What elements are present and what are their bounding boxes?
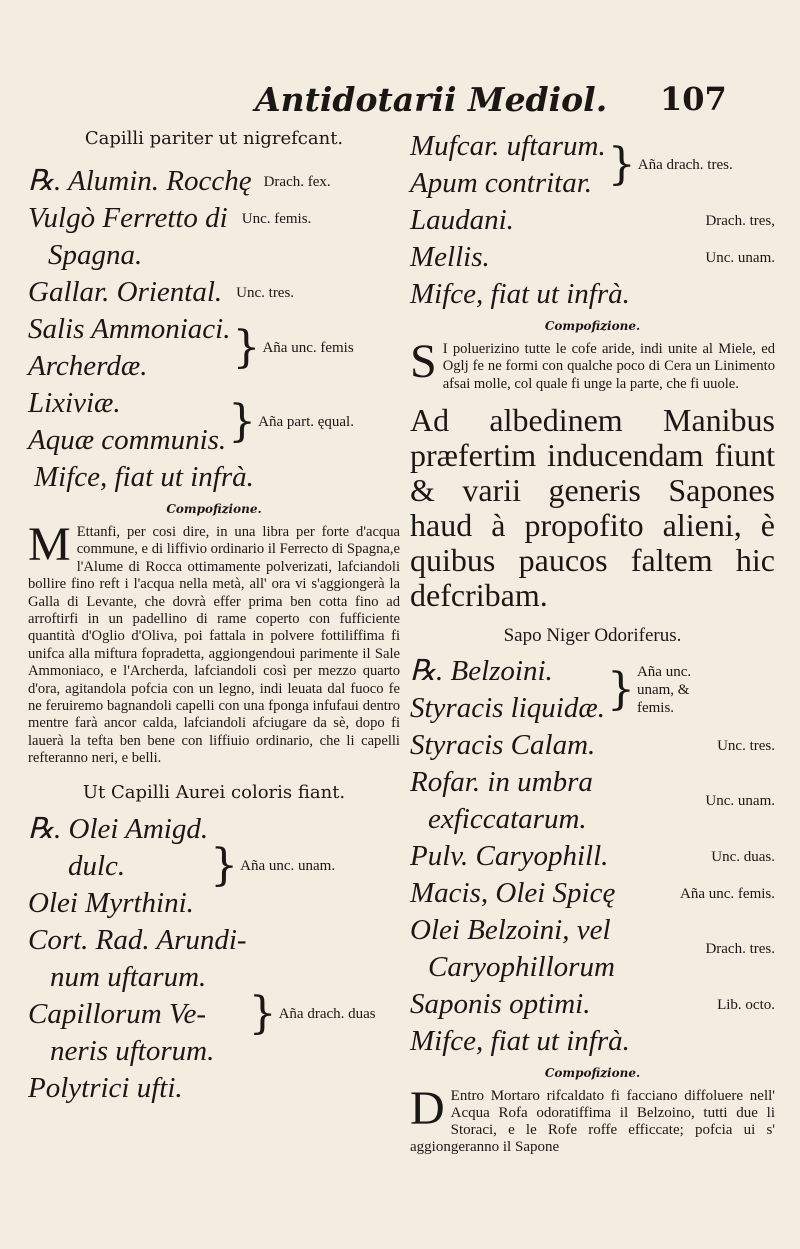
- ingredient-stack: [28, 922, 247, 1107]
- ingredient-group: [28, 811, 400, 922]
- ingredient-group: [410, 128, 775, 202]
- quantity: Aña part. ęqual.: [258, 414, 354, 430]
- right-column: [410, 128, 775, 1156]
- ingredient-stack: [28, 811, 208, 922]
- quantity: Drach. tres,: [705, 212, 775, 229]
- ingredient: Macis, Olei Spicę: [410, 877, 616, 910]
- ingredient: Apum contritar.: [410, 167, 593, 199]
- ingredient-stack: [410, 764, 593, 838]
- paragraph-text: Entro Mortaro rifcaldato fi facciano diffoluere nell' Acqua Rofa odoratiffima il Belzoino, tutti due li Storaci, e le Rofe roffe efficcate; pofcia ui s' aggiongeranno il Sapone: [410, 1088, 775, 1156]
- ingredient-row: [410, 838, 775, 875]
- ingredient: Mellis.: [410, 241, 490, 273]
- ingredient-row: [410, 276, 775, 313]
- quantity: Lib. octo.: [717, 996, 775, 1013]
- left-column: [28, 128, 400, 1107]
- ingredient: Vulgò Ferretto di: [28, 202, 228, 234]
- page-header: [250, 80, 727, 120]
- ingredient: Spagna.: [48, 239, 143, 271]
- ingredient: num uftarum.: [50, 960, 207, 993]
- quantity: Aña unc. unam.: [240, 858, 336, 875]
- ingredient-row: [410, 202, 775, 239]
- ingredient: Gallar. Oriental.: [28, 276, 223, 308]
- compositione-heading: Compofizione.: [544, 319, 641, 333]
- ingredient: Cort. Rad. Arundi-: [28, 923, 247, 956]
- ingredient-row: [28, 163, 400, 200]
- ingredient-row: [28, 274, 400, 311]
- paragraph-text: Ettanfi, per cosi dire, in una libra per forte d'acqua commune, e di liffivio ordinario il Ferrecto di Spagna,e l'Alume di Rocca ottimamente polverizati, lafciandoli bollire fino reft i l'acqua nella metà, all' ora vi s'aggiongerà la Galla di Levante, che dovrà effer prima ben cotta fino ad arroftirfi in un padellino di rame coperto con fufficiente quantità d'Oglio d'Oliva, poi fattala in polvere fottiliffima fi unifca alla miftura fopradetta, aggiongendoui parimente il Sale Ammoniaco, e l'Archerda, lafciandoli così per mezzo quarto d'ora, agitandola pofcia con un legno, indi leuata dal fuoco fe ne feruiremo bagnandoli capelli con una fponga infufaui dentro mentre farà ancor calda, lafciandoli afciugare da sè, dopo fi lauerà la tefta ben bene con liffiuio ordinario, che li capelli refteranno neri, e belli.: [28, 524, 400, 767]
- ingredient-row: [410, 727, 775, 764]
- quantity: Aña unc. unam, & femis.: [636, 664, 692, 717]
- quantity: Aña unc. femis: [262, 340, 354, 356]
- recipe-top: [410, 128, 775, 313]
- ingredient-row: [410, 239, 775, 276]
- ingredient-row: [28, 237, 400, 274]
- ingredient: dulc.: [68, 849, 126, 882]
- ingredient: Capillorum Ve-: [28, 997, 207, 1030]
- ingredient: Archerdæ.: [28, 350, 148, 382]
- ingredient: Caryophillorum: [428, 951, 615, 984]
- ingredient-group: [410, 912, 775, 986]
- compositione-heading: Compofizione.: [166, 502, 262, 516]
- ingredient-group: [28, 385, 400, 459]
- ingredient: ℞. Alumin. Rocchę: [28, 165, 252, 197]
- brace-icon: }: [232, 322, 261, 373]
- ingredient: Olei Belzoini, vel: [410, 914, 611, 947]
- drop-cap: D: [410, 1082, 445, 1136]
- recipe-1: [28, 163, 400, 496]
- ingredient-stack: [28, 385, 226, 459]
- quantity: Drach. tres.: [705, 941, 775, 958]
- recipe-3: [410, 653, 775, 1060]
- ingredient: neris uftorum.: [50, 1034, 215, 1067]
- body-paragraph: [28, 518, 400, 768]
- paragraph-text: I poluerizino tutte le cofe aride, indi unite al Miele, ed Oglj fe ne formi con qualche poco di Cera un Linimento afsai molle, col quale fi unge la parte, che fi uuole.: [442, 341, 775, 392]
- quantity: Aña drach. tres.: [637, 157, 733, 173]
- quantity: Unc. tres.: [236, 284, 295, 301]
- ingredient: Pulv. Caryophill.: [410, 840, 609, 873]
- drop-cap: S: [410, 335, 437, 388]
- quantity: Aña unc. femis.: [680, 885, 775, 902]
- ingredient-stack: [410, 128, 606, 202]
- body-paragraph: [410, 335, 775, 393]
- ingredient-row: [410, 986, 775, 1023]
- instruction: Mifce, fiat ut infrà.: [410, 1025, 630, 1058]
- section-heading: Capilli pariter ut nigrefcant.: [84, 128, 344, 149]
- brace-icon: }: [248, 988, 277, 1040]
- page-number: 107: [660, 80, 727, 118]
- ingredient: Salis Ammoniaci.: [28, 313, 231, 345]
- ingredient-stack: [410, 653, 605, 727]
- brace-icon: }: [210, 840, 239, 892]
- recipe-2: [28, 811, 400, 1107]
- ingredient: Laudani.: [410, 204, 514, 236]
- quantity: Aña drach. duas: [278, 1006, 376, 1023]
- quantity: Unc. duas.: [711, 848, 775, 865]
- ingredient-group: [28, 311, 400, 385]
- large-paragraph: Ad albedinem Manibus præfertim inducendam fiunt & varii generis Sapones haud à propofito alieni, è quibus paucos faltem hic defcribam.: [410, 402, 775, 614]
- instruction: Mifce, fiat ut infrà.: [34, 461, 254, 493]
- instruction: Mifce, fiat ut infrà.: [410, 278, 630, 310]
- ingredient: ℞. Belzoini.: [410, 655, 553, 688]
- ingredient: Styracis Calam.: [410, 729, 596, 762]
- ingredient-row: [410, 1023, 775, 1060]
- ingredient-group: [410, 764, 775, 838]
- brace-icon: }: [606, 664, 635, 716]
- ingredient-stack: [28, 311, 230, 385]
- ingredient-row: [28, 200, 400, 237]
- ingredient: Mufcar. uftarum.: [410, 130, 606, 162]
- section-heading: Ut Capilli Aurei coloris fiant.: [82, 781, 346, 803]
- quantity: Drach. fex.: [263, 173, 331, 190]
- ingredient: Saponis optimi.: [410, 988, 591, 1021]
- quantity: Unc. unam.: [705, 249, 775, 266]
- ingredient: Lixiviæ.: [28, 387, 121, 419]
- brace-icon: }: [607, 139, 636, 190]
- ingredient: Olei Myrthini.: [28, 886, 194, 919]
- drop-cap: M: [28, 518, 71, 571]
- ingredient-group: [410, 653, 775, 727]
- ingredient: exficcatarum.: [428, 803, 587, 836]
- ingredient: ℞. Olei Amigd.: [28, 812, 209, 845]
- recipe-title: Sapo Niger Odoriferus.: [503, 625, 682, 647]
- ingredient-stack: [410, 912, 615, 986]
- running-title: Antidotarii Mediol.: [255, 80, 608, 119]
- quantity: Unc. tres.: [717, 737, 775, 754]
- quantity: Unc. unam.: [705, 793, 775, 810]
- body-paragraph: [410, 1082, 775, 1156]
- ingredient: Polytrici ufti.: [28, 1071, 183, 1104]
- compositione-heading: Compofizione.: [544, 1066, 641, 1081]
- brace-icon: }: [228, 396, 257, 447]
- ingredient: Aquæ communis.: [28, 424, 227, 456]
- ingredient-group: [28, 922, 400, 1107]
- ingredient-row: [28, 459, 400, 496]
- ingredient: Styracis liquidæ.: [410, 692, 605, 725]
- ingredient-row: [410, 875, 775, 912]
- quantity: Unc. femis.: [241, 210, 312, 227]
- ingredient: Rofar. in umbra: [410, 766, 593, 799]
